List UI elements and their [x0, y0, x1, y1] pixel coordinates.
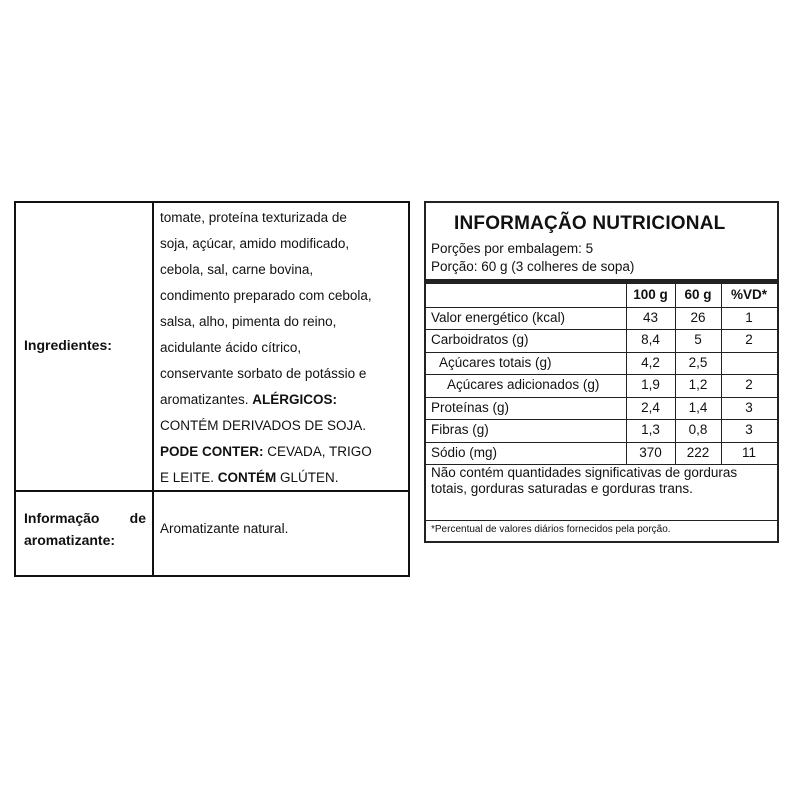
nutrient-value: 2 [745, 332, 753, 347]
nutrient-name: Açúcares adicionados (g) [447, 377, 600, 392]
nutrition-note: Não contém quantidades significativas de gorduras totais, gorduras saturadas e gorduras trans. [431, 465, 738, 496]
nutrient-value: 26 [690, 309, 706, 325]
nutrient-value: 1,4 [688, 399, 708, 415]
ingredients-text-part: condimento preparado com cebola, [160, 288, 372, 303]
nutrient-name: Sódio (mg) [431, 444, 498, 460]
ingredients-line [160, 257, 405, 283]
column-header: 60 g [684, 287, 712, 302]
row-divider [426, 329, 777, 330]
ingredients-line [160, 231, 405, 257]
column-divider [152, 203, 154, 575]
nutrient-name: Proteínas (g) [431, 399, 510, 415]
nutrient-name: Açúcares totais (g) [439, 354, 552, 370]
ingredients-line [160, 439, 405, 465]
nutrient-value: 2,5 [688, 354, 708, 370]
ingredients-text-part: acidulante ácido cítrico, [160, 340, 302, 355]
ingredients-bold-text: PODE CONTER: [160, 444, 264, 459]
nutrient-value: 3 [745, 422, 753, 437]
nutrient-name: Carboidratos (g) [431, 332, 529, 347]
ingredients-text-part: soja, açúcar, amido modificado, [160, 236, 350, 251]
nutrient-value: 11 [741, 444, 756, 460]
ingredients-text-part: CONTÉM DERIVADOS DE SOJA. [160, 418, 367, 433]
row-divider [426, 397, 777, 398]
ingredients-line [160, 465, 405, 491]
aroma-row [16, 492, 408, 575]
ingredients-text-part: salsa, alho, pimenta do reino, [160, 314, 337, 329]
ingredients-text-part: CEVADA, TRIGO [263, 444, 372, 459]
column-header: 100 g [633, 287, 668, 302]
ingredients-line [160, 413, 405, 439]
aroma-value: Aromatizante natural. [160, 521, 289, 536]
ingredients-text-part: cebola, sal, carne bovina, [160, 262, 314, 277]
ingredients-row [16, 203, 408, 492]
nutrient-name: Valor energético (kcal) [431, 309, 566, 325]
ingredients-text-part: aromatizantes. [160, 392, 253, 407]
nutrient-value: 43 [642, 309, 659, 325]
ingredients-line [160, 387, 405, 413]
nutrient-value: 4,2 [641, 354, 660, 370]
footnote-divider [426, 520, 777, 521]
portion-size: Porção: 60 g (3 colheres de sopa) [431, 259, 635, 274]
ingredients-label: Ingredientes: [24, 337, 112, 353]
ingredients-table [14, 201, 410, 577]
nutrient-value: 8,4 [641, 332, 660, 347]
nutrient-value: 3 [745, 399, 753, 415]
nutrient-value: 1 [745, 309, 753, 325]
ingredients-bold-text: CONTÉM [217, 470, 277, 485]
ingredients-text [160, 205, 405, 491]
thick-divider [426, 279, 777, 284]
ingredients-line [160, 309, 405, 335]
ingredients-line [160, 335, 405, 361]
ingredients-bold-text: ALÉRGICOS: [252, 392, 338, 407]
nutrition-footnote: *Percentual de valores diários fornecidos pela porção. [431, 524, 671, 535]
row-divider [426, 374, 777, 375]
servings-per-package: Porções por embalagem: 5 [431, 241, 594, 256]
nutrient-value: 222 [686, 444, 710, 460]
row-divider [426, 352, 777, 353]
row-divider [426, 307, 777, 308]
ingredients-text-part: tomate, proteína texturizada de [160, 210, 347, 225]
nutrient-value: 2,4 [641, 399, 660, 415]
aroma-label: Informação de aromatizante: [24, 510, 146, 548]
ingredients-line [160, 205, 405, 231]
ingredients-line [160, 283, 405, 309]
nutrient-value: 370 [639, 444, 662, 460]
nutrient-value: 0,8 [688, 422, 708, 437]
column-header: %VD* [730, 287, 767, 302]
nutrient-value: 1,3 [641, 422, 660, 437]
ingredients-text-part: GLÚTEN. [276, 470, 339, 485]
row-divider [426, 419, 777, 420]
ingredients-line [160, 361, 405, 387]
nutrition-title: INFORMAÇÃO NUTRICIONAL [454, 213, 726, 234]
row-divider [426, 442, 777, 443]
ingredients-text-part: E LEITE. [160, 470, 218, 485]
nutrition-table [424, 201, 779, 543]
nutrient-value: 2 [745, 377, 753, 392]
nutrient-value: 1,2 [688, 377, 708, 392]
nutrient-name: Fibras (g) [431, 422, 489, 437]
nutrient-value: 5 [694, 332, 702, 347]
nutrient-value: 1,9 [641, 377, 660, 392]
ingredients-text-part: conservante sorbato de potássio e [160, 366, 367, 381]
